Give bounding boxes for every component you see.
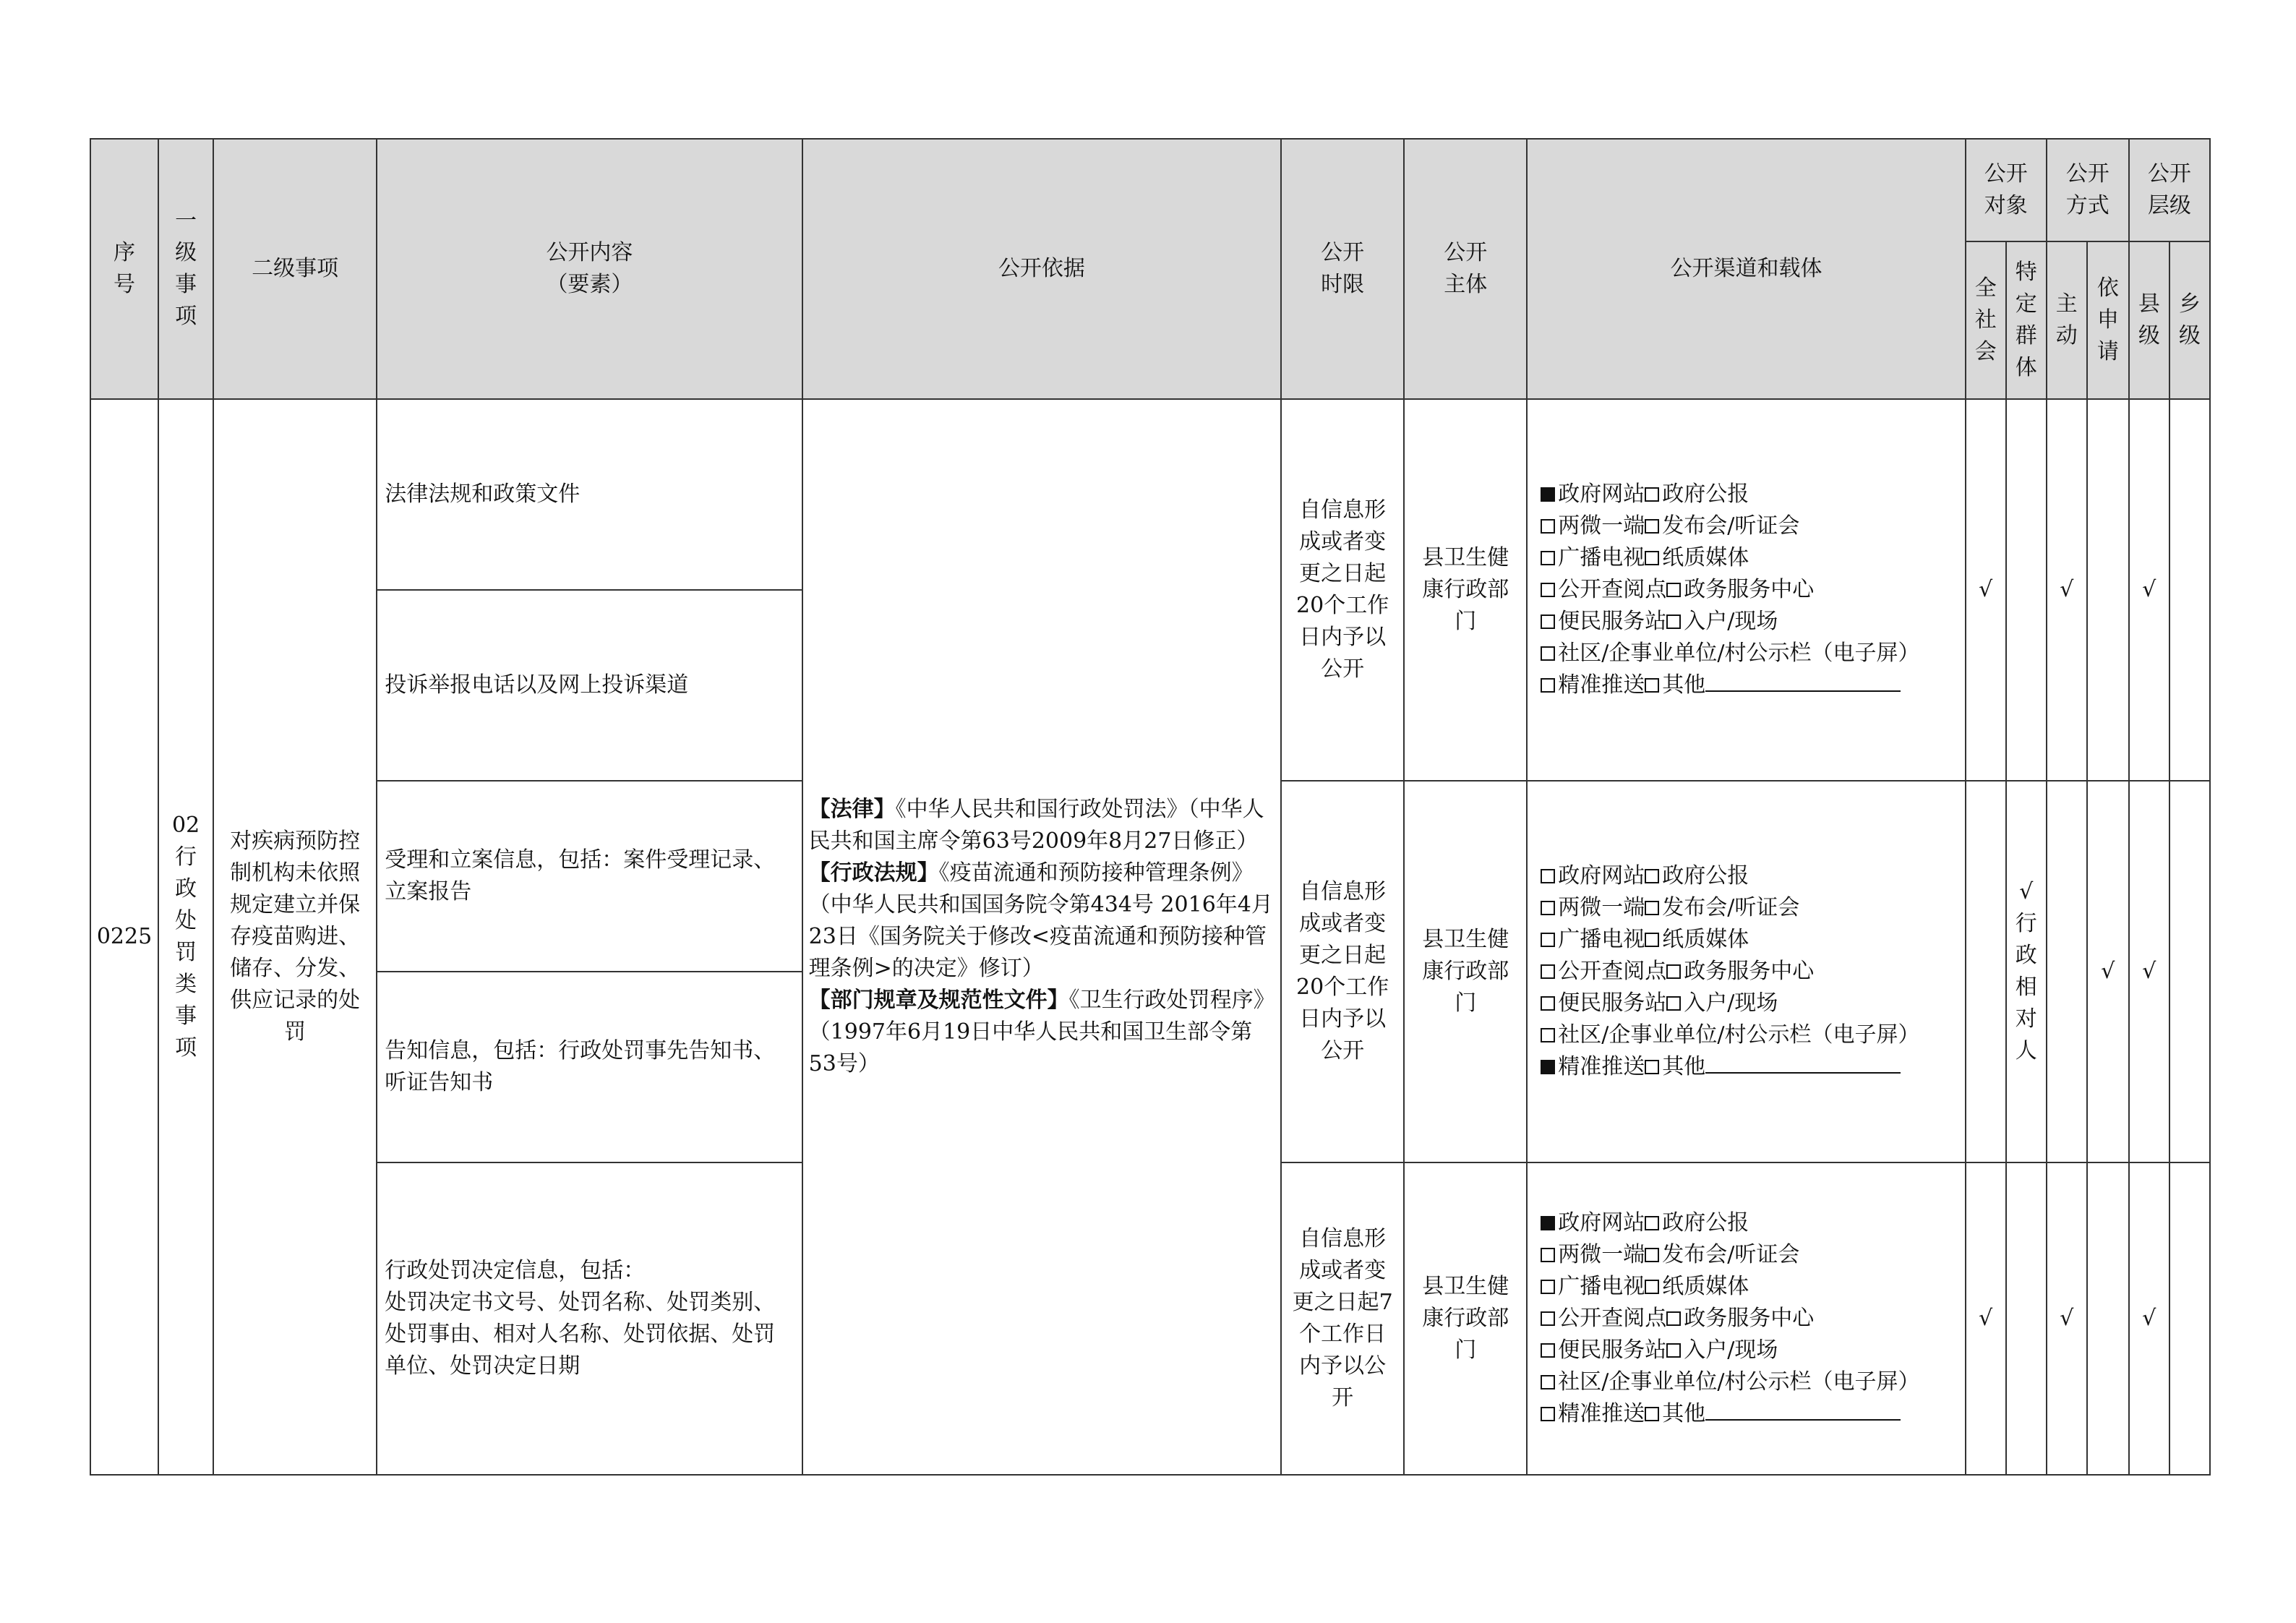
unchecked-box-icon bbox=[1541, 614, 1555, 629]
basis-rules-tag: 【部门规章及规范性文件】 bbox=[808, 988, 1069, 1013]
channel-label: 入户/现场 bbox=[1684, 609, 1778, 634]
unchecked-box-icon bbox=[1541, 583, 1555, 597]
fill-in-blank bbox=[1705, 670, 1901, 692]
channel-label: 政府公报 bbox=[1662, 481, 1749, 507]
checked-box-icon bbox=[1541, 1060, 1555, 1074]
header-target-all: 全 社 会 bbox=[1966, 241, 2006, 399]
header-time-limit bbox=[1281, 139, 1404, 399]
channel-line bbox=[1541, 1207, 1964, 1239]
unchecked-box-icon bbox=[1541, 1311, 1555, 1326]
channel-label: 精准推送 bbox=[1558, 1401, 1645, 1426]
unchecked-box-icon bbox=[1541, 646, 1555, 661]
unchecked-box-icon bbox=[1645, 933, 1659, 947]
header-target-line1: 公开 bbox=[1984, 161, 2028, 187]
channel-line bbox=[1541, 1239, 1964, 1271]
channel-label: 发布会/听证会 bbox=[1662, 895, 1800, 920]
channel-line bbox=[1541, 860, 1964, 892]
content-decision-title: 行政处罚决定信息，包括： bbox=[385, 1258, 646, 1283]
channel-line bbox=[1541, 988, 1964, 1019]
channel-label: 公开查阅点 bbox=[1558, 577, 1667, 602]
channel-line bbox=[1541, 1019, 1964, 1051]
unchecked-box-icon bbox=[1645, 901, 1659, 915]
checked-box-icon bbox=[1541, 1216, 1555, 1230]
channel-line bbox=[1541, 1303, 1964, 1335]
cell-level1: 02 行 政 处 罚 类 事 项 bbox=[158, 399, 213, 1475]
unchecked-box-icon bbox=[1645, 678, 1659, 693]
header-level-county: 县 级 bbox=[2129, 241, 2169, 399]
group3-method-active: √ bbox=[2047, 1162, 2087, 1475]
group1-time-limit: 自信息形成或者变更之日起20个工作日内予以公开 bbox=[1281, 399, 1404, 781]
unchecked-box-icon bbox=[1541, 1280, 1555, 1294]
group2-subject: 县卫生健康行政部门 bbox=[1404, 781, 1527, 1162]
group3-level-county: √ bbox=[2129, 1162, 2169, 1475]
content-acceptance: 受理和立案信息，包括：案件受理记录、立案报告 bbox=[377, 781, 802, 972]
channel-label: 广播电视 bbox=[1558, 545, 1645, 570]
unchecked-box-icon bbox=[1645, 869, 1659, 883]
channel-label: 便民服务站 bbox=[1558, 1337, 1667, 1363]
channel-label: 政务服务中心 bbox=[1684, 1306, 1815, 1331]
group2-target-all bbox=[1966, 781, 2006, 1162]
cell-level2: 对疾病预防控制机构未依照规定建立并保存疫苗购进、储存、分发、供应记录的处罚 bbox=[213, 399, 377, 1475]
channel-line bbox=[1541, 956, 1964, 988]
group2-level-county: √ bbox=[2129, 781, 2169, 1162]
header-method-request: 依 申 请 bbox=[2087, 241, 2129, 399]
basis-law-text: 《中华人民共和国行政处罚法》（中华人民共和国主席令第63号2009年8月27日修正） bbox=[808, 797, 1264, 854]
basis-regulation bbox=[809, 857, 1275, 985]
channel-label: 政府公报 bbox=[1662, 1210, 1749, 1236]
unchecked-box-icon bbox=[1645, 1248, 1659, 1262]
channel-label: 公开查阅点 bbox=[1558, 959, 1667, 984]
header-level-line1: 公开 bbox=[2147, 161, 2191, 187]
channel-label: 纸质媒体 bbox=[1662, 545, 1749, 570]
header-method bbox=[2047, 139, 2129, 241]
channel-line bbox=[1541, 892, 1964, 924]
header-method-line2: 方式 bbox=[2065, 193, 2109, 218]
channel-label: 精准推送 bbox=[1558, 1054, 1645, 1079]
header-subject-line1: 公开 bbox=[1444, 240, 1488, 265]
group3-level-town bbox=[2169, 1162, 2210, 1475]
unchecked-box-icon bbox=[1541, 551, 1555, 565]
channel-line bbox=[1541, 1366, 1964, 1398]
cell-seq: 0225 bbox=[90, 399, 158, 1475]
content-laws: 法律法规和政策文件 bbox=[377, 399, 802, 590]
channel-line bbox=[1541, 1271, 1964, 1303]
group3-target-all: √ bbox=[1966, 1162, 2006, 1475]
unchecked-box-icon bbox=[1541, 933, 1555, 947]
channel-label: 便民服务站 bbox=[1558, 609, 1667, 634]
channel-line bbox=[1541, 1051, 1964, 1083]
channel-label: 便民服务站 bbox=[1558, 990, 1667, 1016]
header-level bbox=[2129, 139, 2210, 241]
channel-label: 政府网站 bbox=[1558, 1210, 1645, 1236]
group3-channels bbox=[1527, 1162, 1965, 1475]
basis-regulation-text: 《疫苗流通和预防接种管理条例》（中华人民共和国国务院令第434号 2016年4月23日《国务院关于修改<疫苗流通和预防接种管理条例>的决定》修订） bbox=[808, 860, 1273, 981]
header-level-town: 乡 级 bbox=[2169, 241, 2210, 399]
channel-label: 社区/企事业单位/村公示栏（电子屏） bbox=[1558, 1369, 1920, 1395]
header-content-line2: （要素） bbox=[546, 272, 633, 297]
channel-label: 纸质媒体 bbox=[1662, 927, 1749, 952]
header-seq: 序 号 bbox=[90, 139, 158, 399]
channel-line bbox=[1541, 638, 1964, 669]
header-level-line2: 层级 bbox=[2147, 193, 2191, 218]
header-subject bbox=[1404, 139, 1527, 399]
channel-label: 入户/现场 bbox=[1684, 990, 1778, 1016]
header-method-active: 主 动 bbox=[2047, 241, 2087, 399]
header-basis-text: 公开依据 bbox=[998, 256, 1085, 281]
content-decision bbox=[377, 1162, 802, 1475]
group1-target-all: √ bbox=[1966, 399, 2006, 781]
unchecked-box-icon bbox=[1541, 1375, 1555, 1389]
basis-rules bbox=[809, 985, 1275, 1080]
channel-label: 两微一端 bbox=[1558, 513, 1645, 539]
basis-law bbox=[809, 794, 1275, 857]
header-content-line1: 公开内容 bbox=[546, 240, 633, 265]
unchecked-box-icon bbox=[1645, 1060, 1659, 1074]
group2-level-town bbox=[2169, 781, 2210, 1162]
content-notice: 告知信息，包括：行政处罚事先告知书、听证告知书 bbox=[377, 972, 802, 1162]
group1-level-town bbox=[2169, 399, 2210, 781]
fill-in-blank bbox=[1705, 1052, 1901, 1074]
channel-label: 政府网站 bbox=[1558, 481, 1645, 507]
basis-law-tag: 【法律】 bbox=[808, 797, 896, 822]
unchecked-box-icon bbox=[1541, 1248, 1555, 1262]
channel-line bbox=[1541, 1335, 1964, 1366]
channel-line bbox=[1541, 924, 1964, 956]
cell-basis bbox=[802, 399, 1281, 1475]
unchecked-box-icon bbox=[1541, 1407, 1555, 1421]
unchecked-box-icon bbox=[1666, 583, 1681, 597]
group2-channels bbox=[1527, 781, 1965, 1162]
unchecked-box-icon bbox=[1666, 614, 1681, 629]
channel-label: 其他 bbox=[1662, 1401, 1706, 1426]
channel-label: 社区/企事业单位/村公示栏（电子屏） bbox=[1558, 641, 1920, 666]
channel-label: 纸质媒体 bbox=[1662, 1274, 1749, 1299]
channel-label: 广播电视 bbox=[1558, 1274, 1645, 1299]
basis-rules-text: 《卫生行政处罚程序》（1997年6月19日中华人民共和国卫生部令第53号） bbox=[808, 988, 1264, 1076]
channel-label: 两微一端 bbox=[1558, 1242, 1645, 1267]
channel-label: 发布会/听证会 bbox=[1662, 1242, 1800, 1267]
checked-box-icon bbox=[1541, 487, 1555, 502]
unchecked-box-icon bbox=[1541, 869, 1555, 883]
channel-line bbox=[1541, 606, 1964, 638]
channel-label: 政务服务中心 bbox=[1684, 577, 1815, 602]
unchecked-box-icon bbox=[1541, 1343, 1555, 1358]
unchecked-box-icon bbox=[1645, 551, 1659, 565]
group1-channels bbox=[1527, 399, 1965, 781]
channel-line bbox=[1541, 542, 1964, 574]
header-level1: 一 级 事 项 bbox=[158, 139, 213, 399]
group1-method-request bbox=[2087, 399, 2129, 781]
group2-method-active bbox=[2047, 781, 2087, 1162]
unchecked-box-icon bbox=[1541, 678, 1555, 693]
unchecked-box-icon bbox=[1541, 901, 1555, 915]
header-level2-a: 二级事项 bbox=[252, 256, 339, 281]
channel-label: 两微一端 bbox=[1558, 895, 1645, 920]
unchecked-box-icon bbox=[1541, 964, 1555, 979]
group3-target-specific bbox=[2006, 1162, 2047, 1475]
header-target bbox=[1966, 139, 2047, 241]
unchecked-box-icon bbox=[1541, 519, 1555, 534]
channel-label: 其他 bbox=[1662, 1054, 1706, 1079]
unchecked-box-icon bbox=[1645, 1280, 1659, 1294]
channel-label: 发布会/听证会 bbox=[1662, 513, 1800, 539]
channel-label: 其他 bbox=[1662, 672, 1706, 698]
disclosure-table bbox=[90, 138, 2211, 1476]
channel-line bbox=[1541, 574, 1964, 606]
group3-subject: 县卫生健康行政部门 bbox=[1404, 1162, 1527, 1475]
header-content bbox=[377, 139, 802, 399]
channel-label: 公开查阅点 bbox=[1558, 1306, 1667, 1331]
header-time-limit-line1: 公开 bbox=[1321, 240, 1365, 265]
group1-target-specific bbox=[2006, 399, 2047, 781]
header-level2 bbox=[213, 139, 377, 399]
group1-method-active: √ bbox=[2047, 399, 2087, 781]
group2-time-limit: 自信息形成或者变更之日起20个工作日内予以公开 bbox=[1281, 781, 1404, 1162]
unchecked-box-icon bbox=[1666, 1311, 1681, 1326]
channel-label: 社区/企事业单位/村公示栏（电子屏） bbox=[1558, 1022, 1920, 1048]
unchecked-box-icon bbox=[1645, 487, 1659, 502]
unchecked-box-icon bbox=[1541, 1028, 1555, 1042]
header-target-specific: 特 定 群 体 bbox=[2006, 241, 2047, 399]
channel-line bbox=[1541, 1398, 1964, 1430]
basis-regulation-tag: 【行政法规】 bbox=[808, 860, 939, 886]
channel-label: 政府公报 bbox=[1662, 863, 1749, 888]
unchecked-box-icon bbox=[1645, 519, 1659, 534]
header-channel-text: 公开渠道和载体 bbox=[1670, 256, 1822, 281]
channel-line bbox=[1541, 479, 1964, 510]
content-complaint: 投诉举报电话以及网上投诉渠道 bbox=[377, 590, 802, 781]
header-time-limit-line2: 时限 bbox=[1321, 272, 1365, 297]
channel-line bbox=[1541, 669, 1964, 701]
content-decision-items: 处罚决定书文号、处罚名称、处罚类别、处罚事由、相对人名称、处罚依据、处罚单位、处罚决定日期 bbox=[385, 1290, 776, 1379]
header-channel bbox=[1527, 139, 1965, 399]
channel-label: 精准推送 bbox=[1558, 672, 1645, 698]
group3-method-request bbox=[2087, 1162, 2129, 1475]
unchecked-box-icon bbox=[1645, 1216, 1659, 1230]
channel-label: 政务服务中心 bbox=[1684, 959, 1815, 984]
channel-label: 政府网站 bbox=[1558, 863, 1645, 888]
group3-time-limit: 自信息形成或者变更之日起7个工作日内予以公开 bbox=[1281, 1162, 1404, 1475]
unchecked-box-icon bbox=[1645, 1407, 1659, 1421]
header-target-line2: 对象 bbox=[1984, 193, 2028, 218]
channel-label: 入户/现场 bbox=[1684, 1337, 1778, 1363]
group1-level-county: √ bbox=[2129, 399, 2169, 781]
fill-in-blank bbox=[1705, 1399, 1901, 1421]
group2-method-request: √ bbox=[2087, 781, 2129, 1162]
group1-subject: 县卫生健康行政部门 bbox=[1404, 399, 1527, 781]
unchecked-box-icon bbox=[1541, 996, 1555, 1011]
channel-line bbox=[1541, 510, 1964, 542]
header-method-line1: 公开 bbox=[2065, 161, 2109, 187]
unchecked-box-icon bbox=[1666, 1343, 1681, 1358]
channel-label: 广播电视 bbox=[1558, 927, 1645, 952]
unchecked-box-icon bbox=[1666, 996, 1681, 1011]
unchecked-box-icon bbox=[1666, 964, 1681, 979]
header-subject-line2: 主体 bbox=[1444, 272, 1488, 297]
group2-target-specific: √ 行 政 相 对 人 bbox=[2006, 781, 2047, 1162]
header-basis bbox=[802, 139, 1281, 399]
